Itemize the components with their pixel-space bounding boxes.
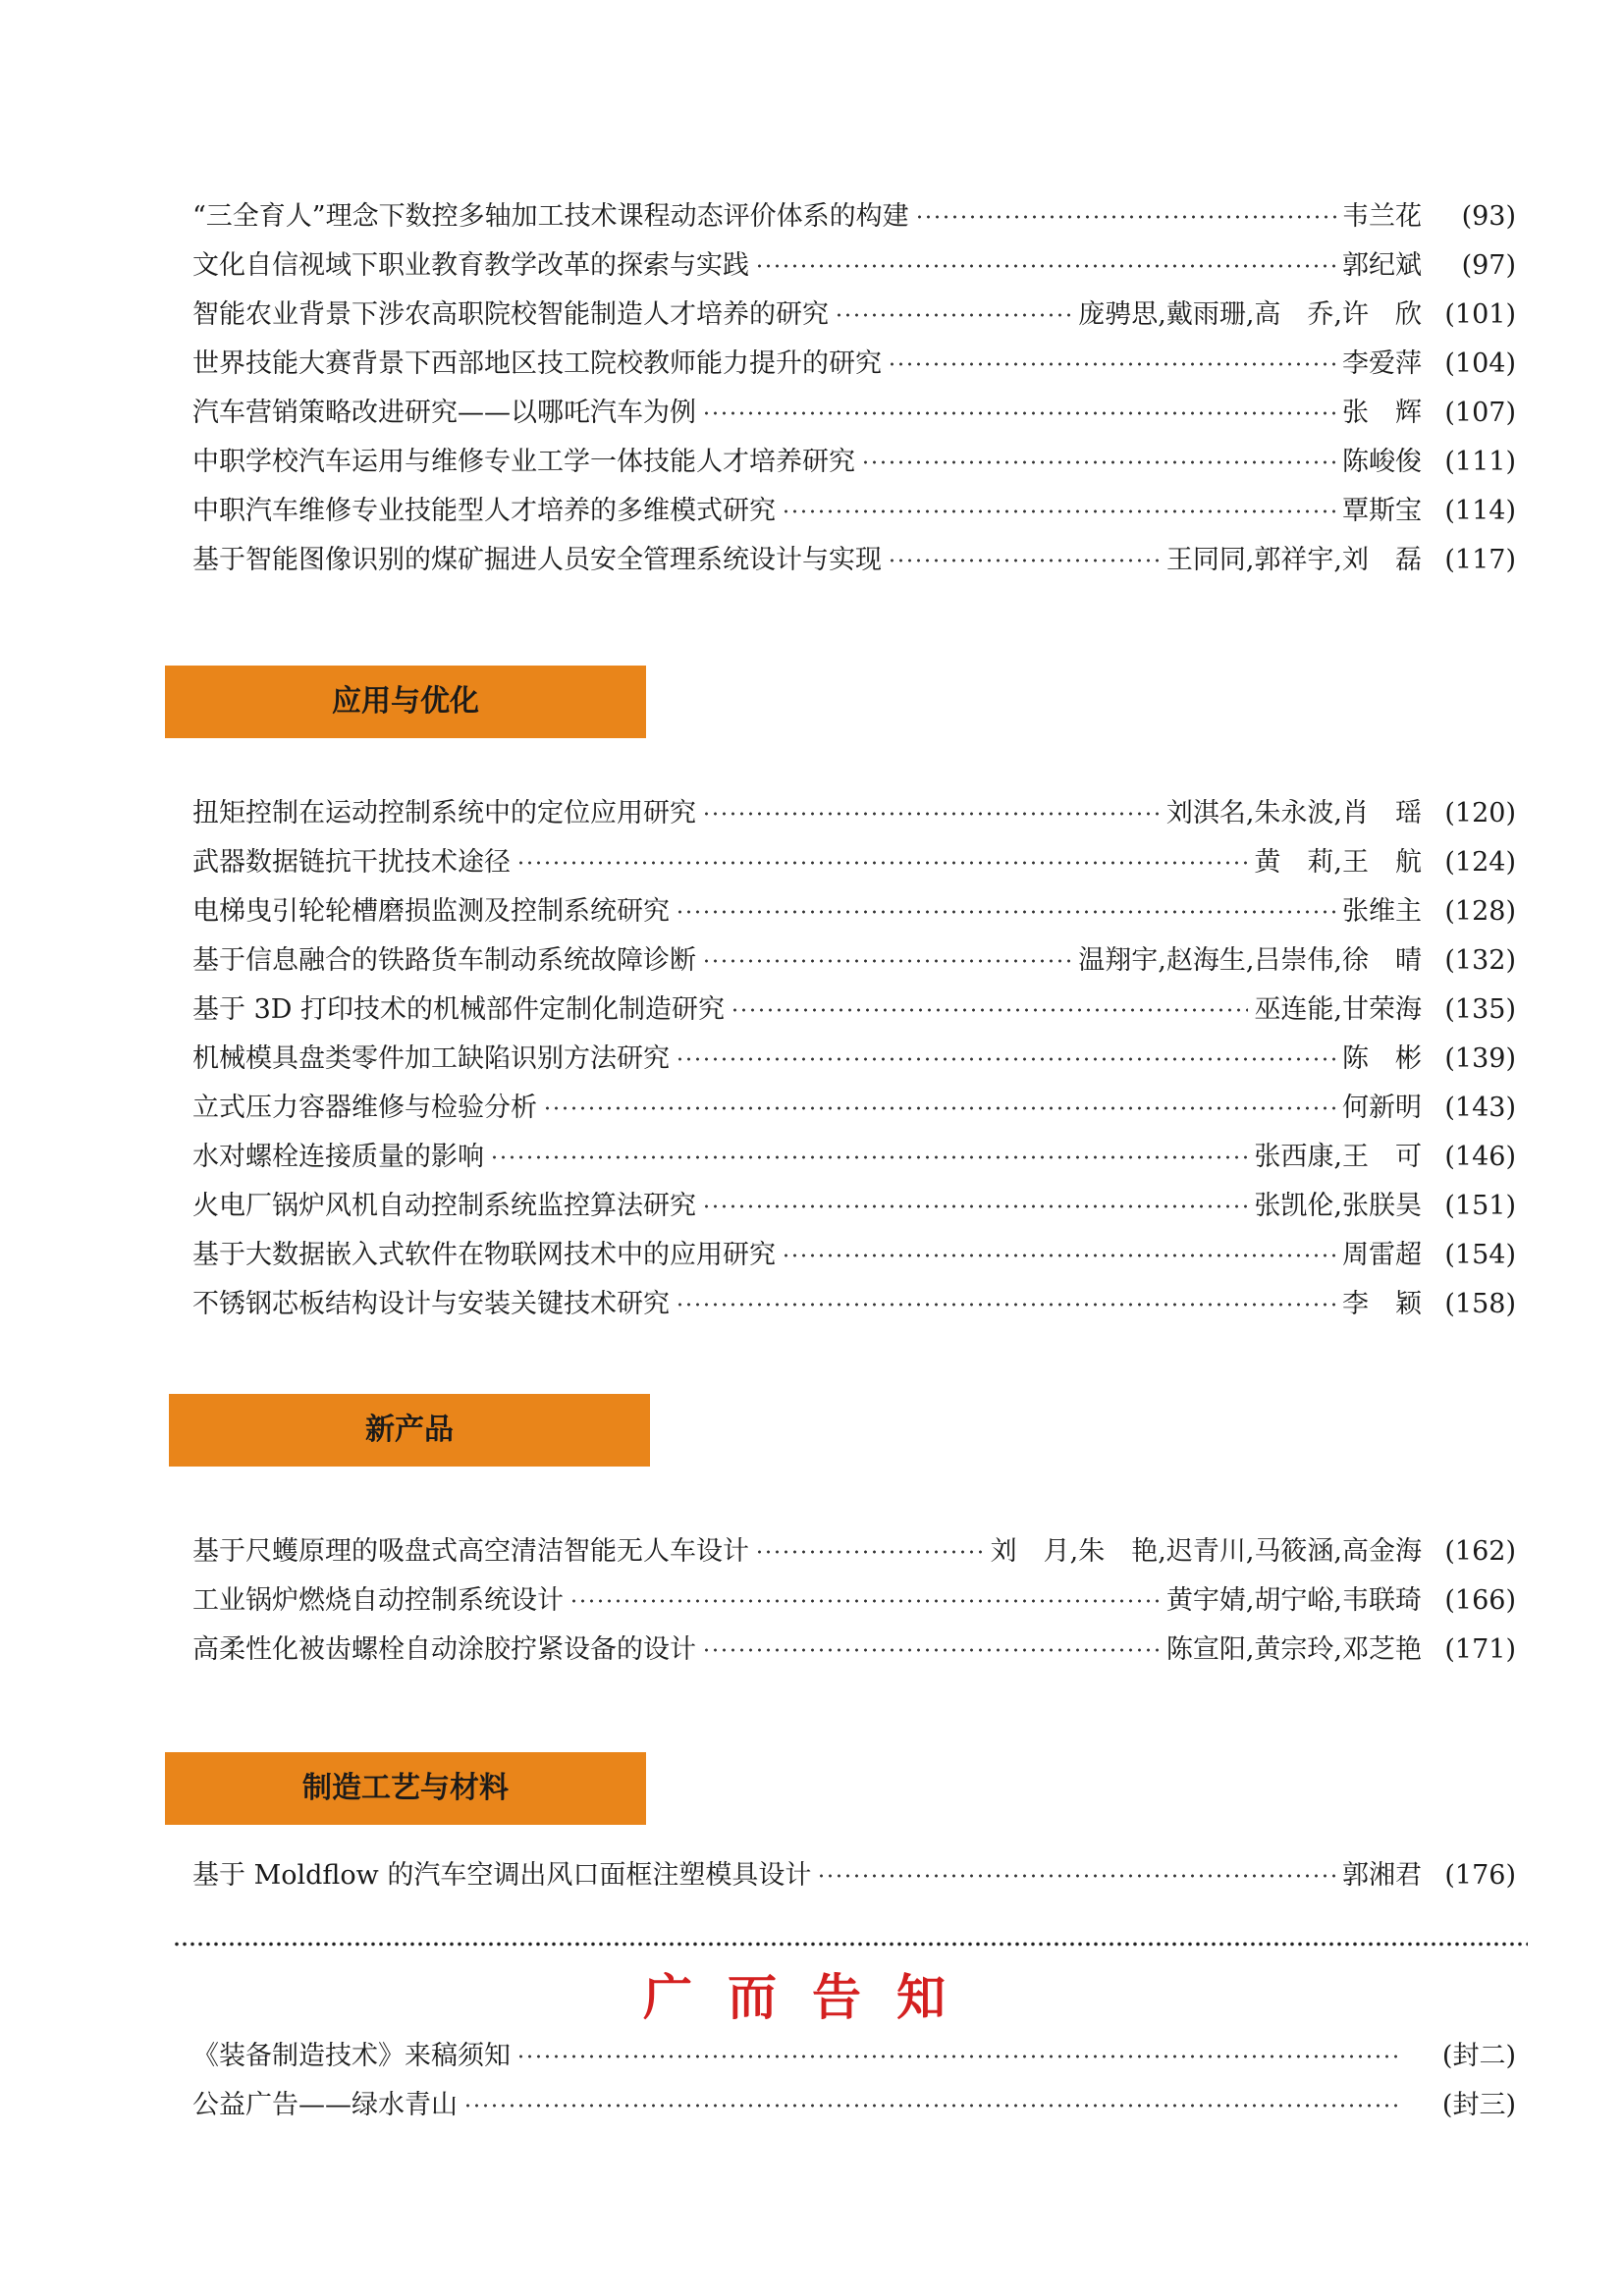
toc-entry[interactable] (192, 1231, 1516, 1280)
toc-entry[interactable] (192, 1133, 1516, 1182)
entry-author: 韦兰花 (1342, 201, 1422, 232)
entry-page: (114) (1444, 496, 1516, 526)
dot-leader (755, 264, 1336, 268)
toc-entry[interactable] (192, 1527, 1516, 1576)
toc-entry[interactable] (192, 789, 1516, 838)
entry-page: (162) (1444, 1536, 1516, 1567)
entry-page: (176) (1444, 1860, 1516, 1891)
toc-entry[interactable] (192, 1280, 1516, 1329)
dot-leader (676, 910, 1336, 914)
dot-leader (702, 959, 1072, 963)
entry-title: 不锈钢芯板结构设计与安装关键技术研究 (192, 1289, 670, 1319)
toc-entry[interactable] (192, 241, 1516, 291)
entry-title: 火电厂锅炉风机自动控制系统监控算法研究 (192, 1191, 696, 1221)
toc-entry[interactable] (192, 887, 1516, 936)
dot-leader (782, 1254, 1336, 1257)
entry-title: 武器数据链抗干扰技术途径 (192, 847, 511, 878)
entry-author: 温翔宇,赵海生,吕崇伟,徐 晴 (1078, 945, 1422, 976)
entry-author: 黄 莉,王 航 (1254, 847, 1422, 878)
toc-entry[interactable] (192, 1084, 1516, 1133)
entry-page: (143) (1444, 1093, 1516, 1123)
entry-author: 陈 彬 (1342, 1043, 1422, 1074)
dot-leader (915, 215, 1336, 219)
entry-page: (97) (1461, 250, 1516, 281)
dot-leader (516, 861, 1248, 865)
toc-entry[interactable] (192, 536, 1516, 585)
entry-title: 基于 Moldflow 的汽车空调出风口面框注塑模具设计 (192, 1860, 812, 1891)
entry-title: 电梯曳引轮轮槽磨损监测及控制系统研究 (192, 896, 670, 927)
toc-entry[interactable] (192, 192, 1516, 241)
toc-entry[interactable] (192, 936, 1516, 986)
entry-page: (117) (1444, 545, 1516, 575)
entry-title: 扭矩控制在运动控制系统中的定位应用研究 (192, 798, 696, 828)
entry-author: 覃斯宝 (1342, 496, 1422, 526)
toc-entry[interactable] (192, 1626, 1516, 1675)
dot-leader (835, 313, 1072, 317)
entry-page: (104) (1444, 348, 1516, 379)
entry-title: 世界技能大赛背景下西部地区技工院校教师能力提升的研究 (192, 348, 882, 379)
entry-title: 工业锅炉燃烧自动控制系统设计 (192, 1585, 564, 1616)
ads-title: 广而告知 (643, 1968, 981, 2026)
dot-leader (463, 2104, 1400, 2108)
entry-author: 王同同,郭祥宇,刘 磊 (1165, 545, 1422, 575)
dot-leader (490, 1155, 1248, 1159)
entry-author: 张凯伦,张朕昊 (1254, 1191, 1422, 1221)
toc-entry[interactable] (192, 2032, 1516, 2081)
dot-leader (817, 1874, 1336, 1878)
dot-leader (702, 812, 1161, 816)
toc-entry[interactable] (192, 1576, 1516, 1626)
toc-entry[interactable] (192, 1851, 1516, 1900)
entry-title: 中职汽车维修专业技能型人才培养的多维模式研究 (192, 496, 776, 526)
dot-leader (888, 559, 1161, 562)
entry-author: 庞骋思,戴雨珊,高 乔,许 欣 (1078, 299, 1422, 330)
entry-page: (132) (1444, 945, 1516, 976)
entry-page: (135) (1444, 994, 1516, 1025)
entry-author: 张维主 (1342, 896, 1422, 927)
toc-entry[interactable] (192, 487, 1516, 536)
entry-title: 中职学校汽车运用与维修专业工学一体技能人才培养研究 (192, 447, 855, 477)
entry-page: (93) (1461, 201, 1516, 232)
section-header: 制造工艺与材料 (165, 1752, 646, 1825)
entry-title: 基于大数据嵌入式软件在物联网技术中的应用研究 (192, 1240, 776, 1270)
toc-entry[interactable] (192, 1035, 1516, 1084)
dot-leader (676, 1303, 1336, 1307)
dot-leader (516, 2055, 1400, 2058)
entry-title: 《装备制造技术》来稿须知 (192, 2041, 511, 2071)
dotted-divider (173, 1942, 1528, 1947)
entry-author: 刘 月,朱 艳,迟青川,马筱涵,高金海 (990, 1536, 1422, 1567)
entry-title: 智能农业背景下涉农高职院校智能制造人才培养的研究 (192, 299, 829, 330)
entry-page: (107) (1444, 398, 1516, 428)
entry-author: 黄宇婧,胡宁峪,韦联琦 (1165, 1585, 1422, 1616)
entry-title: 基于信息融合的铁路货车制动系统故障诊断 (192, 945, 696, 976)
entry-author: 陈峻俊 (1342, 447, 1422, 477)
toc-entry[interactable] (192, 1182, 1516, 1231)
toc-entry[interactable] (192, 986, 1516, 1035)
entry-page: (139) (1444, 1043, 1516, 1074)
entry-page: (166) (1444, 1585, 1516, 1616)
entry-title: 机械模具盘类零件加工缺陷识别方法研究 (192, 1043, 670, 1074)
toc-entry[interactable] (192, 838, 1516, 887)
entry-title: 公益广告——绿水青山 (192, 2090, 458, 2120)
toc-entry[interactable] (192, 2081, 1516, 2130)
toc-entry[interactable] (192, 340, 1516, 389)
entry-page: (124) (1444, 847, 1516, 878)
entry-page: (146) (1444, 1142, 1516, 1172)
entry-page: (111) (1444, 447, 1516, 477)
entry-title: 水对螺栓连接质量的影响 (192, 1142, 484, 1172)
entry-title: “三全育人”理念下数控多轴加工技术课程动态评价体系的构建 (192, 201, 909, 232)
entry-page: (158) (1444, 1289, 1516, 1319)
entry-author: 巫连能,甘荣海 (1254, 994, 1422, 1025)
entry-page: (101) (1444, 299, 1516, 330)
entry-page: (封二) (1441, 2041, 1516, 2071)
entry-author: 李 颖 (1342, 1289, 1422, 1319)
dot-leader (543, 1106, 1336, 1110)
entry-author: 陈宣阳,黄宗玲,邓芝艳 (1165, 1634, 1422, 1665)
entry-title: 基于智能图像识别的煤矿掘进人员安全管理系统设计与实现 (192, 545, 882, 575)
entry-title: 基于 3D 打印技术的机械部件定制化制造研究 (192, 994, 725, 1025)
section-header: 应用与优化 (165, 666, 646, 738)
dot-leader (702, 1204, 1248, 1208)
dot-leader (888, 362, 1336, 366)
entry-author: 张西康,王 可 (1254, 1142, 1422, 1172)
toc-group-0 (192, 192, 1516, 585)
toc-group-3 (192, 1851, 1516, 1900)
dot-leader (676, 1057, 1336, 1061)
section-header: 新产品 (169, 1394, 650, 1467)
entry-author: 郭纪斌 (1342, 250, 1422, 281)
entry-author: 何新明 (1342, 1093, 1422, 1123)
dot-leader (731, 1008, 1248, 1012)
entry-page: (171) (1444, 1634, 1516, 1665)
entry-author: 周雷超 (1342, 1240, 1422, 1270)
dot-leader (702, 411, 1336, 415)
entry-title: 文化自信视域下职业教育教学改革的探索与实践 (192, 250, 749, 281)
dot-leader (569, 1599, 1161, 1603)
entry-title: 基于尺蠖原理的吸盘式高空清洁智能无人车设计 (192, 1536, 749, 1567)
entry-page: (120) (1444, 798, 1516, 828)
toc-group-2 (192, 1527, 1516, 1675)
toc-entry[interactable] (192, 389, 1516, 438)
entry-page: (封三) (1441, 2090, 1516, 2120)
entry-author: 张 辉 (1342, 398, 1422, 428)
entry-title: 汽车营销策略改进研究——以哪吒汽车为例 (192, 398, 696, 428)
entry-page: (154) (1444, 1240, 1516, 1270)
dot-leader (782, 509, 1336, 513)
entry-title: 高柔性化被齿螺栓自动涂胶拧紧设备的设计 (192, 1634, 696, 1665)
entry-author: 郭湘君 (1342, 1860, 1422, 1891)
entry-author: 李爱萍 (1342, 348, 1422, 379)
entry-author: 刘淇名,朱永波,肖 瑶 (1165, 798, 1422, 828)
entry-page: (151) (1444, 1191, 1516, 1221)
toc-group-1 (192, 789, 1516, 1329)
toc-entry[interactable] (192, 291, 1516, 340)
dot-leader (702, 1648, 1161, 1652)
entry-title: 立式压力容器维修与检验分析 (192, 1093, 537, 1123)
dot-leader (755, 1550, 985, 1554)
toc-entry[interactable] (192, 438, 1516, 487)
ads-group (192, 2032, 1516, 2130)
entry-page: (128) (1444, 896, 1516, 927)
dot-leader (861, 460, 1336, 464)
